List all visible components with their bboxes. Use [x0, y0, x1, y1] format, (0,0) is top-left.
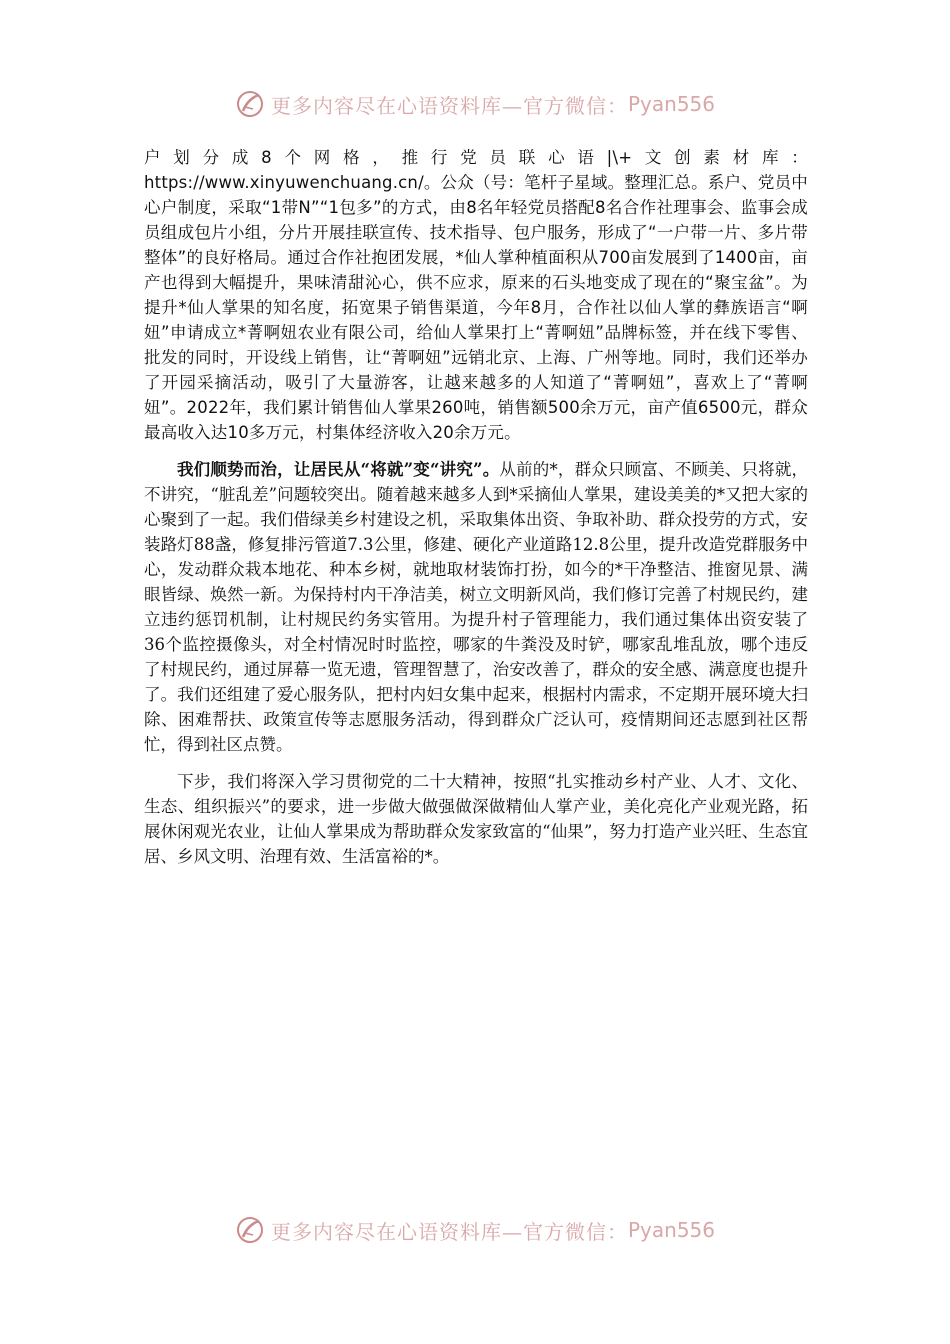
logo-icon — [235, 1215, 265, 1245]
paragraph-2-body: 从前的*，群众只顾富、不顾美、只将就，不讲究，“脏乱差”问题较突出。随着越来越多人到*采摘仙人掌果，建设美美的*又把大家的心聚到了一起。我们借绿美乡村建设之机，采取集体出资、争取补助、群众投劳的方式，安装路灯88盏，修复排污管道7.3公里，修建、硬化产业道路12.8公里，提升改造党群服务中心，发动群众栽本地花、种本乡树，就地取材装饰打扮，如今的*干净整洁、推窗见景、满眼皆绿、焕然一新。为保持村内干净洁美，树立文明新风尚，我们修订完善了村规民约，建立违约惩罚机制，让村规民约务实管用。为提升村子管理能力，我们通过集体出资安装了36个监控摄像头，对全村情况时时监控，哪家的牛粪没及时铲，哪家乱堆乱放，哪个违反了村规民约，通过屏幕一览无遗，管理智慧了，治安改善了，群众的安全感、满意度也提升了。我们还组建了爱心服务队，把村内妇女集中起来，根据村内需求，不定期开展环境大扫除、困难帮扶、政策宣传等志愿服务活动，得到群众广泛认可，疫情期间还志愿到社区帮忙，得到社区点赞。 — [144, 460, 809, 754]
watermark-text: 更多内容尽在心语资料库—官方微信： — [270, 1219, 628, 1244]
watermark-banner-bottom — [0, 1210, 950, 1250]
paragraph-2 — [144, 457, 808, 757]
watermark-wechat-id: Pyan556 — [627, 92, 715, 116]
watermark-banner-top — [0, 84, 950, 124]
watermark-wechat-id: Pyan556 — [627, 1218, 715, 1242]
paragraph-3: 下步，我们将深入学习贯彻党的二十大精神，按照“扎实推动乡村产业、人才、文化、生态、组织振兴”的要求，进一步做大做强做深做精仙人掌产业，美化亮化产业观光路，拓展休闲观光农业，让仙人掌果成为帮助群众发家致富的“仙果”，努力打造产业兴旺、生态宜居、乡风文明、治理有效、生活富裕的*。 — [144, 772, 808, 866]
document-body — [144, 145, 808, 869]
paragraph-2-lead: 我们顺势而治，让居民从“将就”变“讲究”。 — [177, 460, 500, 479]
paragraph-1: 户划分成8个网格，推行党员联心语|\+文创素材库：https://www.xinyuwenchuang.cn/。公众（号：笔杆子星域。整理汇总。系户、党员中心户制度，采取“1带N”“1包多”的方式，由8名年轻党员搭配8名合作社理事会、监事会成员组成包片小组，分片开展挂联宣传、技术指导、包户服务，形成了“一户带一片、多片带整体”的良好格局。通过合作社抱团发展，*仙人掌种植面积从700亩发展到了1400亩，亩产也得到大幅提升，果味清甜沁心，供不应求，原来的石头地变成了现在的“聚宝盆”。为提升*仙人掌果的知名度，拓宽果子销售渠道，今年8月，合作社以仙人掌的彝族语言“啊妞”申请成立*菁啊妞农业有限公司，给仙人掌果打上“菁啊妞”品牌标签，并在线下零售、批发的同时，开设线上销售，让“菁啊妞”远销北京、上海、广州等地。同时，我们还举办了开园采摘活动，吸引了大量游客，让越来越多的人知道了“菁啊妞”，喜欢上了“菁啊妞”。2022年，我们累计销售仙人掌果260吨，销售额500余万元，亩产值6500元，群众最高收入达10多万元，村集体经济收入20余万元。 — [144, 148, 808, 442]
logo-icon — [235, 89, 265, 119]
watermark-text: 更多内容尽在心语资料库—官方微信： — [270, 93, 628, 118]
